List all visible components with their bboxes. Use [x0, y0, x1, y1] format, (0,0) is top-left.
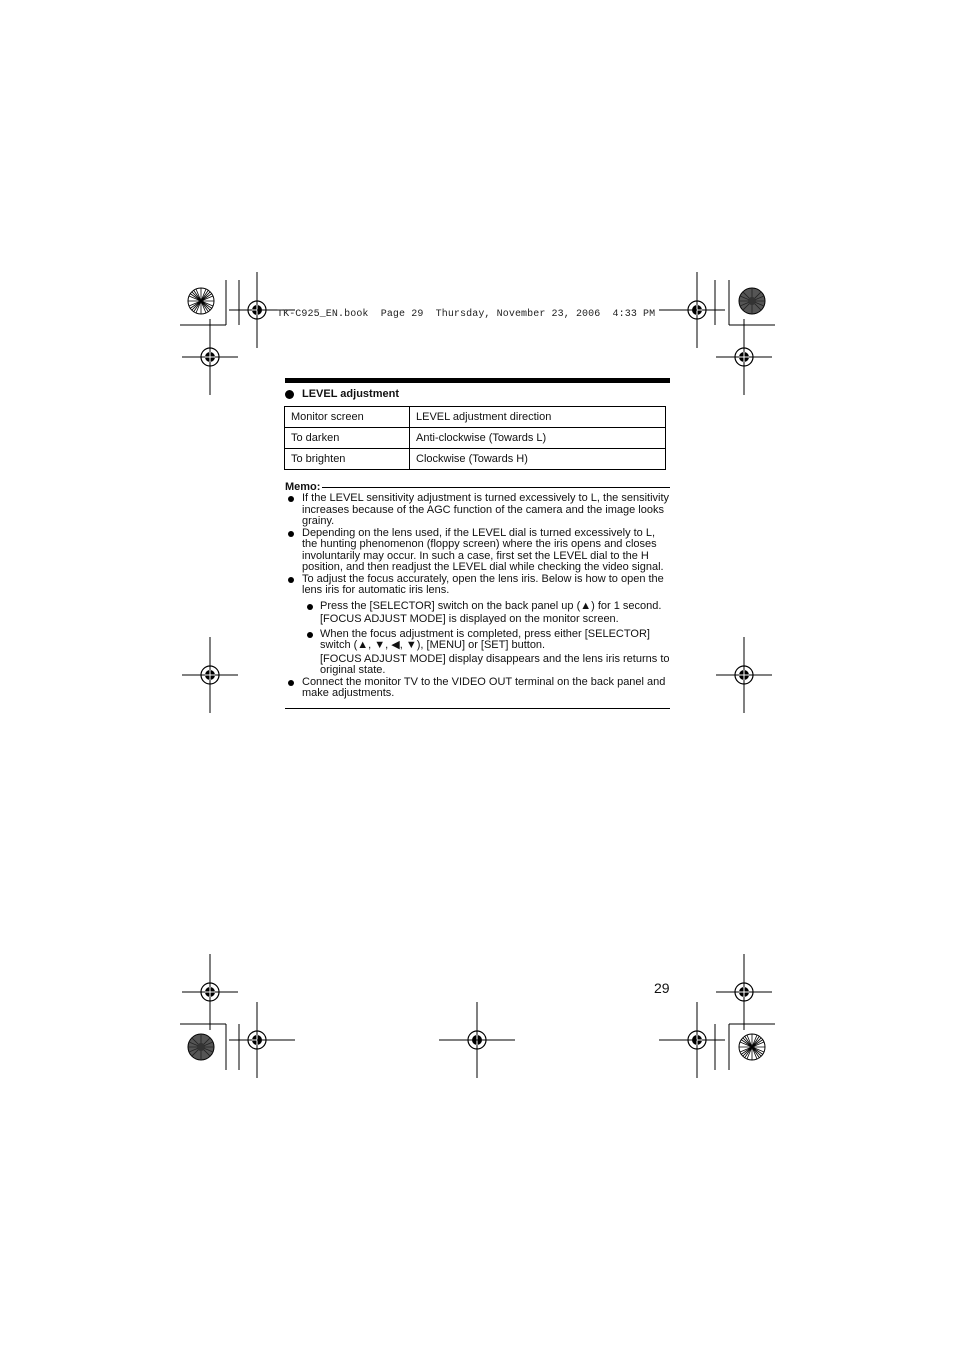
table-cell: To darken	[285, 428, 410, 449]
table-row	[285, 449, 666, 470]
sub-item-note: [FOCUS ADJUST MODE] display disappears and the lens iris returns to original state.	[320, 652, 670, 676]
list-item-text: If the LEVEL sensitivity adjustment is turned excessively to L, the sensitivity increases because of the AGC function of the camera and the image looks grainy.	[302, 492, 670, 527]
page-number: 29	[654, 980, 670, 996]
memo-bottom-rule	[285, 708, 670, 709]
bullet-icon	[307, 604, 313, 610]
section-title: LEVEL adjustment	[302, 388, 399, 400]
list-item-text: Connect the monitor TV to the VIDEO OUT terminal on the back panel and make adjustments.	[302, 675, 666, 699]
bullet-icon	[307, 632, 313, 638]
list-item-text: Depending on the lens used, if the LEVEL dial is turned excessively to L, the hunting phenomenon (floppy screen) where the iris opens and closes involuntarily may occur. In such a case, first set the LEVEL dial to the H position, and then readjust the LEVEL dial while checking the video signal.	[302, 526, 664, 573]
sub-list-item	[285, 601, 671, 613]
memo-list	[285, 493, 671, 700]
list-item	[285, 574, 671, 597]
bullet-icon	[288, 496, 294, 502]
table-cell: Clockwise (Towards H)	[410, 449, 666, 470]
table-header-row	[285, 407, 666, 428]
table-cell: Monitor screen	[285, 407, 410, 428]
sub-list-item	[285, 629, 671, 652]
table-cell: To brighten	[285, 449, 410, 470]
list-item-text: To adjust the focus accurately, open the lens iris. Below is how to open the lens iris for automatic iris lens.	[302, 572, 664, 596]
section-top-bar	[285, 378, 670, 383]
bullet-icon	[288, 680, 294, 686]
table-row	[285, 428, 666, 449]
list-item	[285, 528, 671, 574]
memo-rule	[322, 487, 670, 488]
bullet-icon	[288, 531, 294, 537]
level-adjustment-table	[284, 406, 666, 470]
section-heading	[285, 388, 399, 400]
memo-label: Memo:	[285, 481, 321, 493]
bullet-icon	[288, 577, 294, 583]
bullet-icon	[285, 390, 294, 399]
sub-item-note: [FOCUS ADJUST MODE] is displayed on the monitor screen.	[320, 613, 619, 625]
sub-item-text: Press the [SELECTOR] switch on the back panel up (▲) for 1 second.	[320, 599, 662, 612]
print-header: TK-C925_EN.book Page 29 Thursday, November 23, 2006 4:33 PM	[277, 309, 656, 320]
sub-item-text: When the focus adjustment is completed, press either [SELECTOR] switch (▲, ▼, ◀, ▼), [MENU] or [SET] button.	[320, 627, 650, 651]
list-item	[285, 677, 671, 700]
list-item	[285, 493, 671, 528]
table-cell: Anti-clockwise (Towards L)	[410, 428, 666, 449]
table-cell: LEVEL adjustment direction	[410, 407, 666, 428]
